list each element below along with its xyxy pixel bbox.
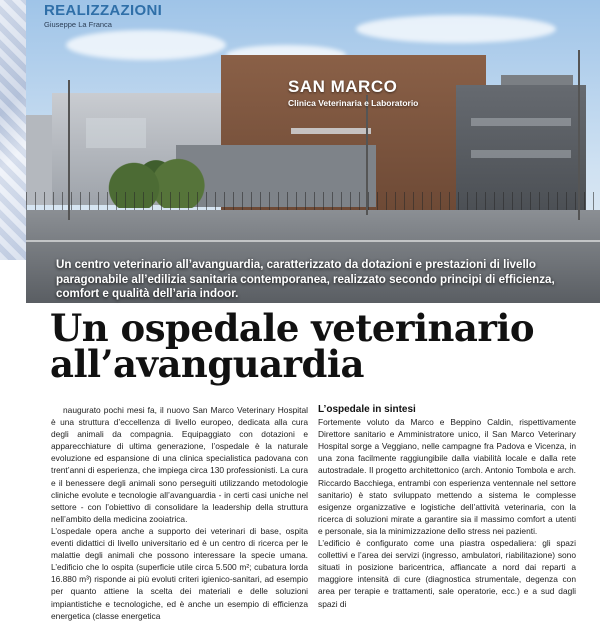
cloud [66, 30, 226, 60]
window-row [471, 118, 571, 126]
sign-title: SAN MARCO [288, 77, 398, 96]
street-lamp [68, 80, 70, 220]
road-marking [26, 240, 600, 242]
decorative-side-strip [0, 0, 26, 260]
article-title [50, 306, 570, 386]
building-sign [288, 77, 478, 108]
left-paragraph-2: L’ospedale opera anche a supporto dei veterinari di base, ospita eventi didattici di livello universitario ed è un centro di ricerca per le malattie degli animali che possono interessare la specie umana. L’edificio che lo ospita (superficie utile circa 5.500 m²; cubatura lorda 16.880 m³) risponde ai più evoluti criteri igienico-sanitari, ad esempio per quanto attiene la scelta dei materiali e delle soluzioni impiantistiche e tecnologiche, ed è anche un esempio di efficienza energetica (classe energetica [51, 525, 308, 621]
sign-subtitle: Clinica Veterinaria e Laboratorio [288, 98, 419, 108]
window-row [291, 128, 371, 134]
flag-pole [366, 95, 368, 215]
left-paragraph-1 [51, 404, 308, 525]
right-column [318, 404, 576, 610]
left-paragraph-1-text: naugurato pochi mesi fa, il nuovo San Marco Veterinary Hospital è una struttura d’eccellenza di livello europeo, dedicata alla cura degli animali da compagnia. Equipaggiato con dotazioni e apparecchiature di ultima generazione, l’ospedale è la naturale evoluzione ed espansione di una clinica specialistica padovana con trent’anni di esperienza, che impiega circa 130 professionisti. La cura e il benessere degli animali sono perseguiti utilizzando metodologie cliniche evolute e tecnologie all’avanguardia - in certi casi uniche nel settore - con l’obiettivo di consolidare la leadership della struttura nell’ambito della medicina zooiatrica. [51, 405, 308, 524]
right-paragraph-2: L’edificio è configurato come una piastra ospedaliera: gli spazi collettivi e l’area dei servizi (ingresso, ambulatori, riabilitazione) sono situati in posizione baricentrica, affiancate a nord dai reparti a maggiore intensità di cure (diagnostica strumentale, degenza con area per terapie e trattamenti, sale operatorie, ecc.) e a sud dagli spazi di [318, 538, 576, 609]
photo-caption: Un centro veterinario all’avanguardia, caratterizzato da dotazioni e prestazioni di livello paragonabile all’edilizia sanitaria contemporanea, realizzato secondo principi di efficienza, comfort e qualità dell’aria indoor. [56, 258, 555, 300]
title-line-1: Un ospedale veterinario [50, 306, 535, 350]
left-column [51, 404, 308, 622]
author-name: Giuseppe La Franca [44, 20, 112, 29]
title-line-2: all’avanguardia [50, 342, 364, 386]
dropcap-space [51, 405, 63, 413]
glass-facade [86, 118, 146, 148]
article-header [44, 0, 162, 29]
right-paragraph-1: Fortemente voluto da Marco e Beppino Caldin, rispettivamente Direttore sanitario e Amministratore unico, il San Marco Veterinary Hospital sorge a Veggiano, nelle campagne fra Padova e Vicenza, in una zona facilmente raggiungibile dalla viabilità locale e dalla rete autostradale. Il progetto architettonico (arch. Antonio Tombola e arch. Riccardo Bacchiega, entrambi con esperienza ventennale nel settore sanitario) è stato sviluppato mettendo a sistema le complesse esigenze organizzative e logistiche dell’attività veterinaria, con la ricerca di soluzioni mirate a garantire sia il massimo comfort a utenti e personale, sia la minimizzazione dello stress nei pazienti. [318, 417, 576, 536]
street-lamp [578, 50, 580, 220]
right-column-heading: L’ospedale in sintesi [318, 404, 416, 415]
window-row [471, 150, 571, 158]
section-label: REALIZZAZIONI [44, 2, 163, 19]
fence [26, 192, 600, 212]
cloud [356, 15, 556, 43]
